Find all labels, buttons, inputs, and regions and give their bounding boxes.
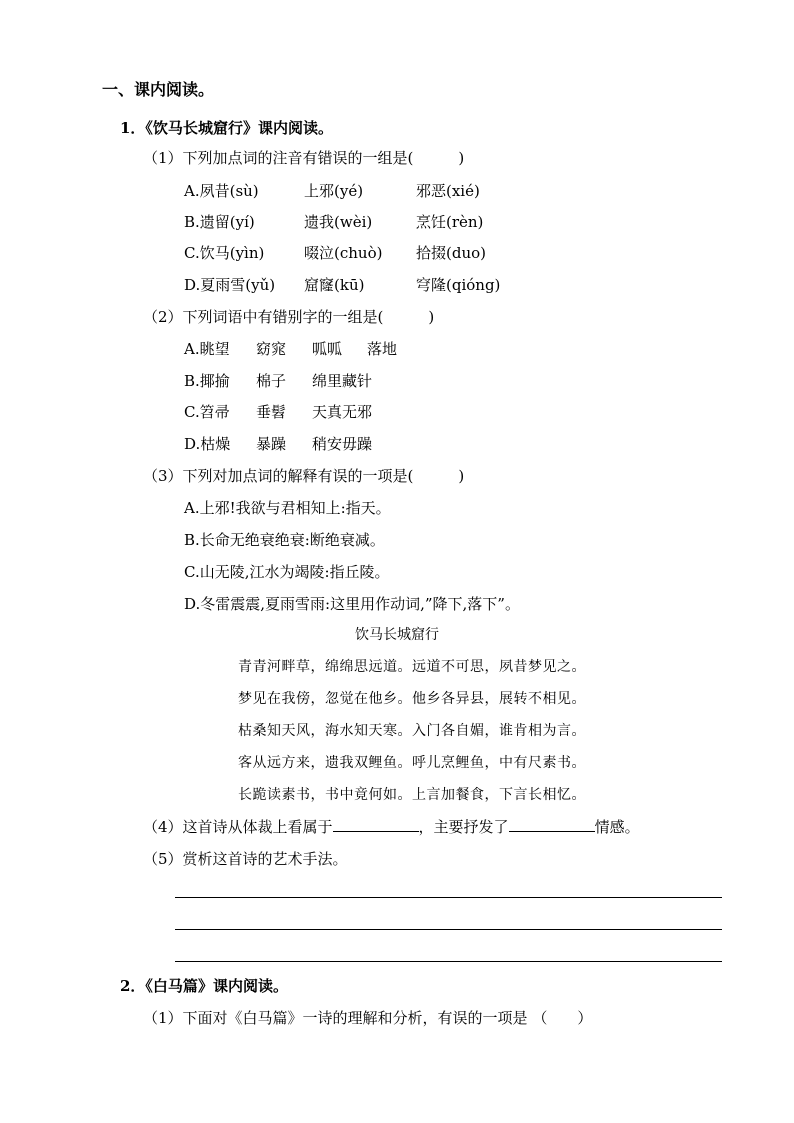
answer-line[interactable]: [175, 961, 722, 962]
option-item: C.笤帚: [184, 403, 230, 421]
option-item: A.眺望: [184, 340, 230, 358]
q1-sub3-option: D.冬雷震震,夏雨雪雨:这里用作动词,”降下,落下”。: [184, 595, 520, 613]
option-item: 遗我(wèi): [304, 213, 373, 231]
poem-line: 客从远方来，遗我双鲤鱼。呼儿烹鲤鱼，中有尺素书。: [238, 755, 586, 771]
option-item: 棉子: [256, 372, 287, 390]
option-item: 烹饪(rèn): [416, 213, 484, 231]
option-item: 呱呱: [312, 340, 343, 358]
option-item: 天真无邪: [312, 403, 373, 421]
q1-sub1-prompt: （1）下列加点词的注音有错误的一组是( ): [143, 149, 465, 167]
option-item: 落地: [367, 340, 398, 358]
answer-blank-genre[interactable]: [333, 817, 419, 832]
q1-sub3-option: C.山无陵,江水为竭陵:指丘陵。: [184, 563, 390, 581]
q1-sub4: [143, 817, 640, 837]
answer-blank-emotion[interactable]: [509, 817, 595, 832]
option-item: 窟窿(kū): [304, 276, 365, 294]
question-2-heading: 2．《白马篇》课内阅读。: [120, 977, 288, 995]
q2-sub1-prompt: （1）下面对《白马篇》一诗的理解和分析，有误的一项是 （ ）: [143, 1009, 593, 1027]
option-item: 啜泣(chuò): [304, 244, 383, 262]
q1-sub3-option: B.长命无绝衰绝衰:断绝衰减。: [184, 531, 385, 549]
answer-line[interactable]: [175, 929, 722, 930]
poem-line: 枯桑知天风，海水知天寒。入门各自媚，谁肯相为言。: [238, 723, 586, 739]
poem-line: 青青河畔草，绵绵思远道。远道不可思，夙昔梦见之。: [238, 659, 586, 675]
option-item: 上邪(yé): [304, 182, 364, 200]
q1-sub4-part3: 情感。: [594, 818, 640, 836]
option-item: 拾掇(duo): [416, 244, 486, 262]
q1-sub4-part2: ，主要抒发了: [418, 818, 509, 836]
q1-sub5-prompt: （5）赏析这首诗的艺术手法。: [143, 850, 348, 868]
q1-sub3-prompt: （3）下列对加点词的解释有误的一项是( ): [143, 467, 465, 485]
option-item: 穹隆(qióng): [416, 276, 501, 294]
q1-sub4-part1: （4）这首诗从体裁上看属于: [143, 818, 333, 836]
option-item: 垂髫: [256, 403, 287, 421]
option-item: A.夙昔(sù): [184, 182, 259, 200]
option-item: D.夏雨雪(yǔ): [184, 276, 276, 294]
poem-title: 饮马长城窟行: [355, 627, 439, 643]
option-item: C.饮马(yìn): [184, 244, 265, 262]
option-item: 绵里藏针: [312, 372, 373, 390]
question-1-heading: 1．《饮马长城窟行》课内阅读。: [120, 119, 333, 137]
option-item: 稍安毋躁: [312, 435, 373, 453]
option-item: 邪恶(xié): [416, 182, 480, 200]
poem-line: 长跪读素书，书中竟何如。上言加餐食，下言长相忆。: [238, 787, 586, 803]
option-item: B.遗留(yí): [184, 213, 255, 231]
poem-line: 梦见在我傍，忽觉在他乡。他乡各异县，展转不相见。: [238, 691, 586, 707]
option-item: B.揶揄: [184, 372, 230, 390]
q1-sub3-option: A.上邪!我欲与君相知上:指天。: [184, 499, 391, 517]
q1-sub2-prompt: （2）下列词语中有错别字的一组是( ): [143, 308, 435, 326]
option-item: 暴躁: [256, 435, 287, 453]
option-item: D.枯燥: [184, 435, 231, 453]
answer-line[interactable]: [175, 897, 722, 898]
section-title: 一、课内阅读。: [102, 80, 215, 99]
option-item: 窈窕: [256, 340, 287, 358]
